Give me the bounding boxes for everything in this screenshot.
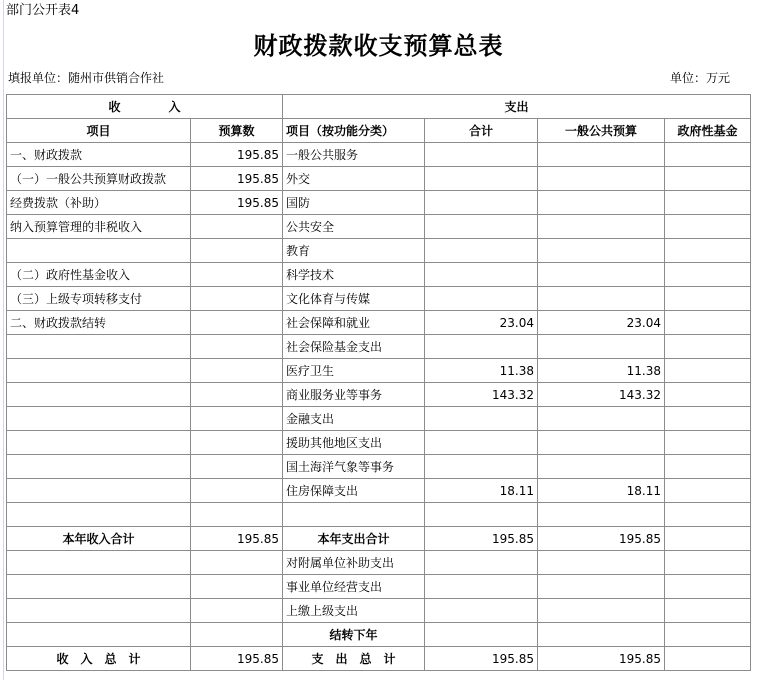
expense-total-cell: [425, 263, 538, 287]
expense-item-cell: 一般公共服务: [283, 143, 425, 167]
table-row: [7, 431, 751, 455]
grand-expense-total: 195.85: [425, 647, 538, 671]
income-item-cell: [7, 335, 191, 359]
expense-total-cell: [425, 575, 538, 599]
budget-header: 预算数: [191, 119, 283, 143]
income-item-cell: [7, 431, 191, 455]
expense-item-cell: 外交: [283, 167, 425, 191]
general-budget-cell: [538, 551, 665, 575]
gov-fund-cell: [665, 143, 751, 167]
general-budget-cell: 23.04: [538, 311, 665, 335]
left-border: [0, 0, 4, 680]
gov-fund-cell: [665, 311, 751, 335]
expense-total-cell: [425, 215, 538, 239]
reporting-unit: 填报单位：随州市供销合作社: [8, 71, 165, 85]
table-row: [7, 287, 751, 311]
expense-total-cell: [425, 623, 538, 647]
carry-over-label: 结转下年: [283, 623, 425, 647]
table-row: [7, 191, 751, 215]
table-row: [7, 503, 751, 527]
expense-total-cell: [425, 335, 538, 359]
income-amount-cell: [191, 383, 283, 407]
income-item-cell: [7, 359, 191, 383]
gov-fund-cell: [665, 503, 751, 527]
income-amount-cell: [191, 239, 283, 263]
expense-item-cell: 援助其他地区支出: [283, 431, 425, 455]
header-row-2: [7, 119, 751, 143]
grand-total-row: [7, 647, 751, 671]
table-row: [7, 215, 751, 239]
expense-item-header: 项目（按功能分类）: [283, 119, 425, 143]
general-budget-cell: 18.11: [538, 479, 665, 503]
general-budget-cell: [538, 263, 665, 287]
gov-fund-cell: [665, 479, 751, 503]
income-amount-cell: [191, 455, 283, 479]
income-header: 收 入: [7, 95, 283, 119]
expense-total-cell: [425, 287, 538, 311]
income-amount-cell: [191, 335, 283, 359]
income-item-cell: [7, 407, 191, 431]
table-row: [7, 407, 751, 431]
income-amount-cell: 195.85: [191, 143, 283, 167]
expense-total-cell: 18.11: [425, 479, 538, 503]
table-row: [7, 551, 751, 575]
income-item-cell: [7, 599, 191, 623]
year-income-label: 本年收入合计: [7, 527, 191, 551]
income-amount-cell: [191, 623, 283, 647]
general-budget-cell: 143.32: [538, 383, 665, 407]
gov-fund-cell: [665, 215, 751, 239]
income-item-cell: [7, 623, 191, 647]
expense-total-cell: [425, 551, 538, 575]
table-row: [7, 335, 751, 359]
income-amount-cell: [191, 551, 283, 575]
year-expense-fund: [665, 527, 751, 551]
gov-fund-header: 政府性基金: [665, 119, 751, 143]
expense-item-cell: 国防: [283, 191, 425, 215]
expense-total-cell: [425, 143, 538, 167]
general-budget-cell: [538, 623, 665, 647]
expense-item-cell: 教育: [283, 239, 425, 263]
total-header: 合计: [425, 119, 538, 143]
table-row: [7, 599, 751, 623]
gov-fund-cell: [665, 599, 751, 623]
general-budget-cell: [538, 239, 665, 263]
expense-item-cell: 上缴上级支出: [283, 599, 425, 623]
income-amount-cell: [191, 479, 283, 503]
income-item-cell: 二、财政拨款结转: [7, 311, 191, 335]
gov-fund-cell: [665, 431, 751, 455]
expense-header: 支出: [283, 95, 751, 119]
sheet-label: 部门公开表4: [6, 3, 80, 18]
income-item-cell: [7, 383, 191, 407]
page-title: 财政拨款收支预算总表: [253, 31, 504, 60]
currency-unit: 单位：万元: [670, 71, 731, 85]
income-amount-cell: [191, 287, 283, 311]
general-budget-cell: [538, 215, 665, 239]
header-row-1: [7, 95, 751, 119]
table-row: [7, 359, 751, 383]
income-amount-cell: [191, 359, 283, 383]
gov-fund-cell: [665, 455, 751, 479]
gov-fund-cell: [665, 383, 751, 407]
income-item-cell: [7, 479, 191, 503]
table-row: [7, 479, 751, 503]
income-amount-cell: [191, 575, 283, 599]
income-amount-cell: [191, 263, 283, 287]
year-income-amount: 195.85: [191, 527, 283, 551]
income-item-cell: [7, 455, 191, 479]
general-budget-cell: [538, 407, 665, 431]
expense-item-cell: 商业服务业等事务: [283, 383, 425, 407]
general-budget-cell: 11.38: [538, 359, 665, 383]
general-budget-cell: [538, 599, 665, 623]
grand-expense-general: 195.85: [538, 647, 665, 671]
item-header: 项目: [7, 119, 191, 143]
income-amount-cell: [191, 311, 283, 335]
expense-item-cell: 社会保障和就业: [283, 311, 425, 335]
general-budget-cell: [538, 431, 665, 455]
expense-item-cell: [283, 503, 425, 527]
year-expense-label: 本年支出合计: [283, 527, 425, 551]
income-amount-cell: [191, 407, 283, 431]
expense-item-cell: 事业单位经营支出: [283, 575, 425, 599]
carry-over-row: [7, 623, 751, 647]
income-amount-cell: [191, 215, 283, 239]
income-item-cell: 经费拨款（补助）: [7, 191, 191, 215]
gov-fund-cell: [665, 263, 751, 287]
year-total-row: [7, 527, 751, 551]
gov-fund-cell: [665, 191, 751, 215]
general-budget-cell: [538, 191, 665, 215]
expense-item-cell: 社会保险基金支出: [283, 335, 425, 359]
year-expense-total: 195.85: [425, 527, 538, 551]
gov-fund-cell: [665, 359, 751, 383]
grand-expense-fund: [665, 647, 751, 671]
expense-total-cell: [425, 167, 538, 191]
gov-fund-cell: [665, 551, 751, 575]
income-item-cell: （二）政府性基金收入: [7, 263, 191, 287]
table-row: [7, 167, 751, 191]
income-item-cell: [7, 551, 191, 575]
gov-fund-cell: [665, 167, 751, 191]
year-expense-general: 195.85: [538, 527, 665, 551]
grand-income-amount: 195.85: [191, 647, 283, 671]
budget-table: [6, 94, 751, 671]
expense-item-cell: 住房保障支出: [283, 479, 425, 503]
expense-total-cell: 143.32: [425, 383, 538, 407]
general-budget-cell: [538, 335, 665, 359]
income-amount-cell: [191, 503, 283, 527]
gov-fund-cell: [665, 623, 751, 647]
income-amount-cell: [191, 599, 283, 623]
general-budget-cell: [538, 287, 665, 311]
expense-total-cell: 23.04: [425, 311, 538, 335]
income-item-cell: 一、财政拨款: [7, 143, 191, 167]
expense-total-cell: [425, 407, 538, 431]
expense-item-cell: 金融支出: [283, 407, 425, 431]
table-row: [7, 455, 751, 479]
table-row: [7, 575, 751, 599]
income-item-cell: [7, 239, 191, 263]
table-row: [7, 239, 751, 263]
general-budget-cell: [538, 503, 665, 527]
gov-fund-cell: [665, 287, 751, 311]
expense-total-cell: [425, 503, 538, 527]
expense-item-cell: 对附属单位补助支出: [283, 551, 425, 575]
grand-expense-label: 支 出 总 计: [283, 647, 425, 671]
income-amount-cell: [191, 431, 283, 455]
income-item-cell: [7, 503, 191, 527]
general-budget-cell: [538, 455, 665, 479]
expense-total-cell: [425, 239, 538, 263]
income-item-cell: [7, 575, 191, 599]
expense-total-cell: 11.38: [425, 359, 538, 383]
general-budget-cell: [538, 167, 665, 191]
expense-item-cell: 国土海洋气象等事务: [283, 455, 425, 479]
expense-item-cell: 医疗卫生: [283, 359, 425, 383]
general-budget-cell: [538, 575, 665, 599]
income-item-cell: （三）上级专项转移支付: [7, 287, 191, 311]
table-row: [7, 143, 751, 167]
expense-total-cell: [425, 431, 538, 455]
table-row: [7, 311, 751, 335]
gov-fund-cell: [665, 335, 751, 359]
grand-income-label: 收 入 总 计: [7, 647, 191, 671]
gov-fund-cell: [665, 407, 751, 431]
gov-fund-cell: [665, 575, 751, 599]
expense-item-cell: 文化体育与传媒: [283, 287, 425, 311]
table-row: [7, 383, 751, 407]
income-item-cell: 纳入预算管理的非税收入: [7, 215, 191, 239]
expense-item-cell: 科学技术: [283, 263, 425, 287]
expense-total-cell: [425, 191, 538, 215]
general-budget-cell: [538, 143, 665, 167]
expense-item-cell: 公共安全: [283, 215, 425, 239]
income-amount-cell: 195.85: [191, 167, 283, 191]
general-budget-header: 一般公共预算: [538, 119, 665, 143]
income-item-cell: （一）一般公共预算财政拨款: [7, 167, 191, 191]
gov-fund-cell: [665, 239, 751, 263]
expense-total-cell: [425, 599, 538, 623]
expense-total-cell: [425, 455, 538, 479]
income-amount-cell: 195.85: [191, 191, 283, 215]
table-row: [7, 263, 751, 287]
